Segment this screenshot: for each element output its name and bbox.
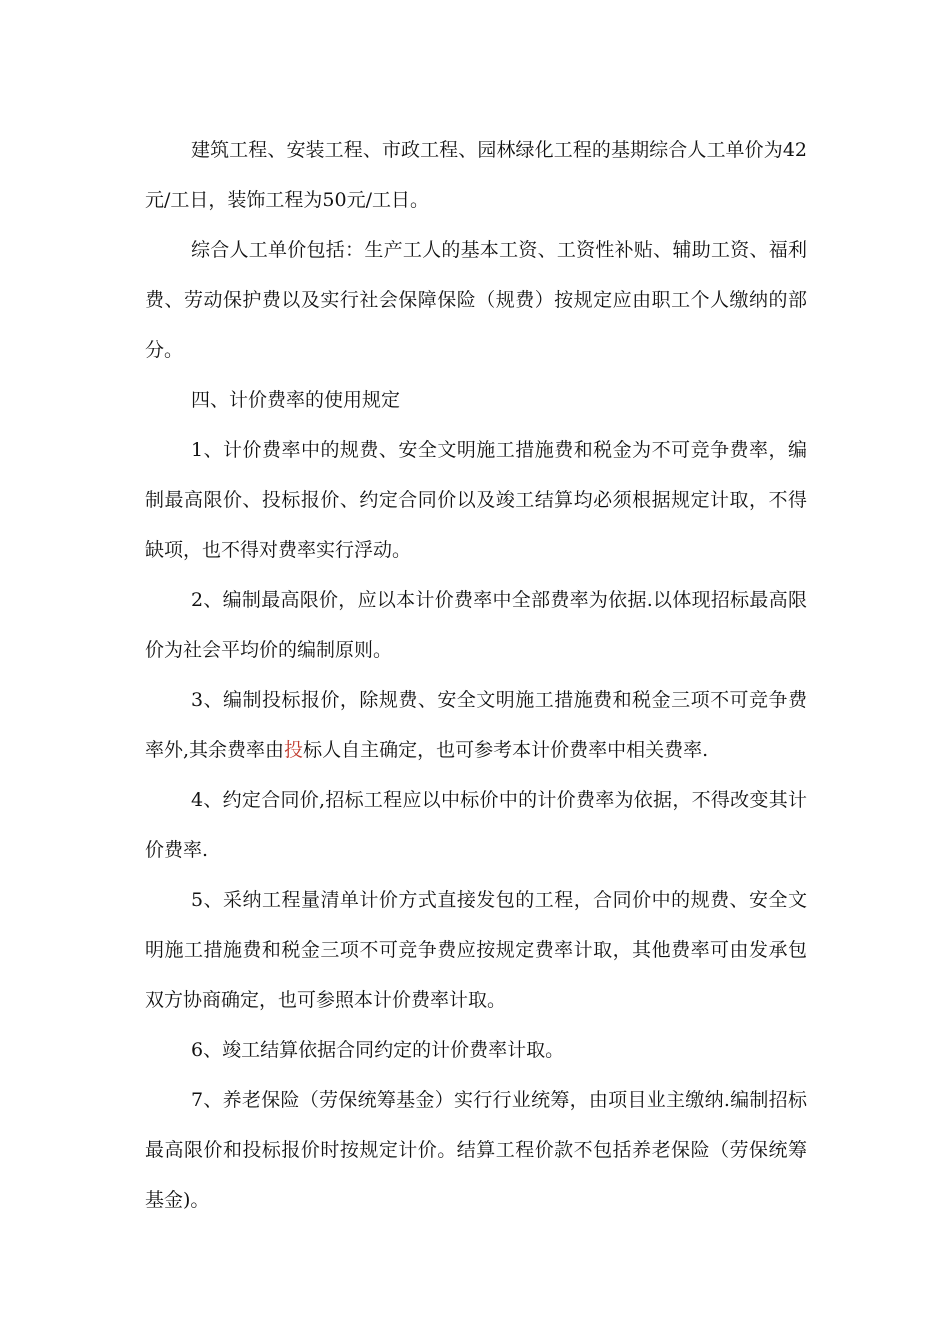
paragraph-rule-5: 5、采纳工程量清单计价方式直接发包的工程，合同价中的规费、安全文明施工措施费和税金三项不可竞争费应按规定费率计取，其他费率可由发承包双方协商确定，也可参照本计价费率计取。 [145, 889, 807, 1011]
paragraph-rule-7: 7、养老保险（劳保统筹基金）实行行业统筹，由项目业主缴纳.编制招标最高限价和投标报价时按规定计价。结算工程价款不包括养老保险（劳保统筹基金)。 [145, 1089, 807, 1211]
rule-3-text-before: 3、编制投标报价，除规费、安全文明施工措施费和税金三项不可竞争费率外,其余费率由 [145, 689, 807, 761]
rule-3-highlighted-char: 投 [284, 739, 304, 761]
paragraph-rule-1: 1、计价费率中的规费、安全文明施工措施费和税金为不可竞争费率，编制最高限价、投标报价、约定合同价以及竣工结算均必须根据规定计取，不得缺项，也不得对费率实行浮动。 [145, 439, 807, 561]
document-body [145, 125, 807, 1225]
paragraph-rule-2: 2、编制最高限价，应以本计价费率中全部费率为依据.以体现招标最高限价为社会平均价的编制原则。 [145, 589, 807, 661]
paragraph-base-labor-price: 建筑工程、安装工程、市政工程、园林绿化工程的基期综合人工单价为42元/工日，装饰工程为50元/工日。 [145, 139, 807, 211]
paragraph-rule-6: 6、竣工结算依据合同约定的计价费率计取。 [191, 1039, 565, 1061]
paragraph-rule-4: 4、约定合同价,招标工程应以中标价中的计价费率为依据，不得改变其计价费率. [145, 789, 807, 861]
paragraph-labor-price-includes: 综合人工单价包括：生产工人的基本工资、工资性补贴、辅助工资、福利费、劳动保护费以及实行社会保障保险（规费）按规定应由职工个人缴纳的部分。 [145, 239, 807, 361]
paragraph-rule-3 [145, 675, 807, 775]
rule-3-text-after: 标人自主确定，也可参考本计价费率中相关费率. [303, 739, 709, 761]
section-heading-fee-rate-rules: 四、计价费率的使用规定 [191, 389, 401, 411]
